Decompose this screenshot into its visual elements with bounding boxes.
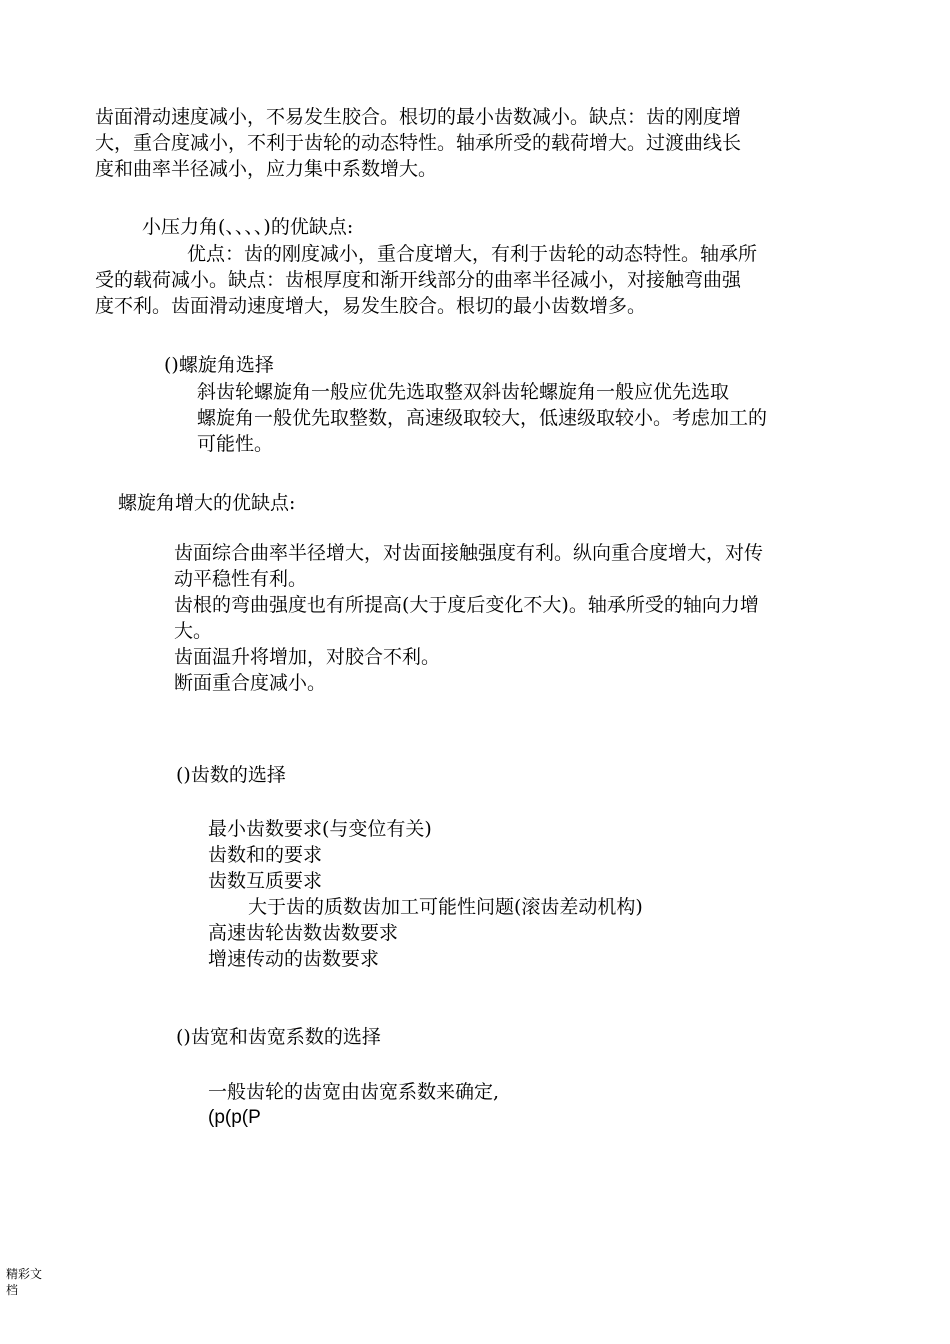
section-face-width-selection bbox=[176, 1024, 381, 1050]
footer-line: 档 bbox=[6, 1283, 19, 1297]
section-small-pressure-angle bbox=[142, 214, 353, 240]
text-line: 斜齿轮螺旋角一般应优先选取整双斜齿轮螺旋角一般应优先选取 bbox=[197, 381, 730, 403]
paragraph-face-width bbox=[208, 1079, 499, 1131]
text-line: 齿面滑动速度减小，不易发生胶合。根切的最小齿数减小。缺点：齿的刚度增 bbox=[95, 106, 742, 128]
text-line: 度和曲率半径减小，应力集中系数增大。 bbox=[95, 158, 438, 180]
section-teeth-number-selection bbox=[176, 762, 286, 788]
list-item: 大于齿的质数齿加工可能性问题(滚齿差动机构) bbox=[248, 896, 643, 918]
section-heading: ()螺旋角选择 bbox=[164, 354, 274, 376]
list-item: 高速齿轮齿数齿数要求 bbox=[208, 922, 399, 944]
text-line: 齿面温升将增加，对胶合不利。 bbox=[174, 646, 441, 668]
text-line: 可能性。 bbox=[197, 433, 274, 455]
text-line: 齿根的弯曲强度也有所提高(大于度后变化不大)。轴承所受的轴向力增 bbox=[174, 594, 759, 616]
text-line: 度不利。齿面滑动速度增大，易发生胶合。根切的最小齿数增多。 bbox=[95, 295, 647, 317]
list-teeth-requirements bbox=[208, 816, 643, 972]
text-line: 螺旋角一般优先取整数，高速级取较大，低速级取较小。考虑加工的 bbox=[197, 407, 768, 429]
section-helix-angle-increase bbox=[118, 490, 295, 516]
list-item: 齿数互质要求 bbox=[208, 870, 323, 892]
text-line: 大，重合度减小，不利于齿轮的动态特性。轴承所受的载荷增大。过渡曲线长 bbox=[95, 132, 742, 154]
text-line: 齿面综合曲率半径增大，对齿面接触强度有利。纵向重合度增大，对传 bbox=[174, 542, 764, 564]
paragraph-helix-angle-increase bbox=[174, 540, 763, 696]
paragraph-helix-angle-selection bbox=[197, 379, 767, 457]
section-heading: 小压力角(、、、、)的优缺点: bbox=[142, 216, 354, 238]
text-line: 受的载荷减小。缺点：齿根厚度和渐开线部分的曲率半径减小，对接触弯曲强 bbox=[95, 269, 742, 291]
text-line: 断面重合度减小。 bbox=[174, 672, 327, 694]
formula-text: (p(p(P bbox=[208, 1107, 261, 1128]
paragraph-small-pressure-angle bbox=[95, 241, 757, 319]
section-heading: ()齿宽和齿宽系数的选择 bbox=[176, 1026, 381, 1048]
page-footer bbox=[6, 1266, 42, 1298]
list-item: 最小齿数要求(与变位有关) bbox=[208, 818, 432, 840]
section-heading: ()齿数的选择 bbox=[176, 764, 286, 786]
list-item: 齿数和的要求 bbox=[208, 844, 323, 866]
text-line: 优点：齿的刚度减小，重合度增大，有利于齿轮的动态特性。轴承所 bbox=[187, 243, 758, 265]
text-line: 大。 bbox=[174, 620, 213, 642]
section-helix-angle-selection bbox=[164, 352, 274, 378]
text-line: 一般齿轮的齿宽由齿宽系数来确定, bbox=[208, 1081, 500, 1103]
paragraph-intro bbox=[95, 104, 741, 182]
section-heading: 螺旋角增大的优缺点: bbox=[118, 492, 296, 514]
footer-line: 精彩文 bbox=[6, 1267, 43, 1281]
list-item: 增速传动的齿数要求 bbox=[208, 948, 380, 970]
text-line: 动平稳性有利。 bbox=[174, 568, 308, 590]
